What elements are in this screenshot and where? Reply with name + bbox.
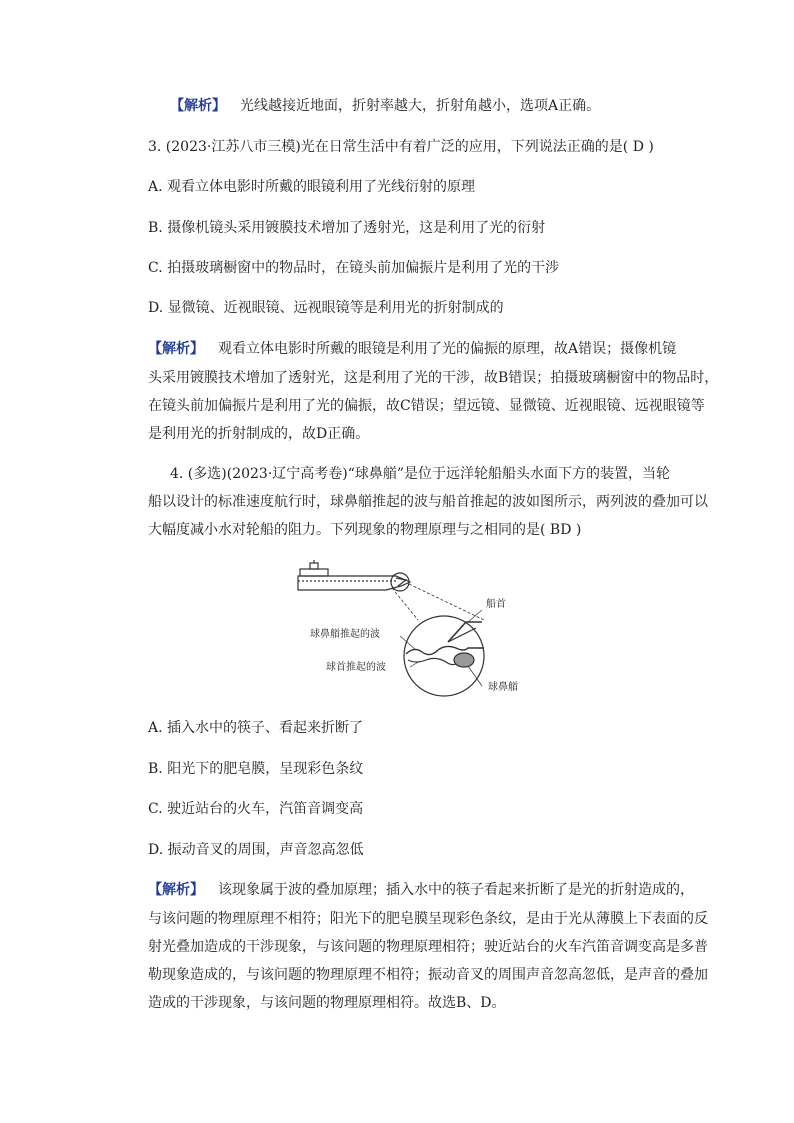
bulbous-bow-figure <box>296 560 526 700</box>
q3-analysis-line-1 <box>148 339 676 359</box>
q4-option-b: B. 阳光下的肥皂膜，呈现彩色条纹 <box>148 761 364 777</box>
analysis-tag: 【解析】 <box>148 341 204 357</box>
q4-analysis-line-3: 射光叠加造成的干涉现象，与该问题的物理原理相符；驶近站台的火车汽笛音调变高是多普 <box>148 939 708 955</box>
label-bow-wave: 球首推起的波 <box>326 662 386 673</box>
analysis-tag: 【解析】 <box>148 882 204 898</box>
q4-analysis-text-1: 该现象属于波的叠加原理；插入水中的筷子看起来折断了是光的折射造成的， <box>218 882 694 898</box>
q3-option-b: B. 摄像机镜头采用镀膜技术增加了透射光，这是利用了光的衍射 <box>148 220 546 236</box>
q4-analysis-line-1 <box>148 880 694 900</box>
q4-analysis-line-2: 与该问题的物理原理不相符；阳光下的肥皂膜呈现彩色条纹，是由于光从薄膜上下表面的反 <box>148 911 708 927</box>
q3-analysis-line-4: 是利用光的折射制成的，故D正确。 <box>148 426 370 442</box>
q3-option-c: C. 拍摄玻璃橱窗中的物品时，在镜头前加偏振片是利用了光的干涉 <box>148 260 560 276</box>
q4-analysis-line-5: 造成的干涉现象，与该问题的物理原理相符。故选B、D。 <box>148 995 506 1011</box>
q4-stem-line-1: 4. (多选)(2023·辽宁高考卷)“球鼻艏”是位于远洋轮船船头水面下方的装置，当轮 <box>170 466 671 482</box>
q3-option-a: A. 观看立体电影时所戴的眼镜利用了光线衍射的原理 <box>148 179 476 195</box>
q4-stem-line-3: 大幅度减小水对轮船的阻力。下列现象的物理原理与之相同的是( BD ) <box>148 522 582 538</box>
q3-option-d: D. 显微镜、近视眼镜、远视眼镜等是利用光的折射制成的 <box>148 300 504 316</box>
q4-analysis-line-4: 勒现象造成的，与该问题的物理原理不相符；振动音叉的周围声音忽高忽低，是声音的叠加 <box>148 967 708 983</box>
ship-drawing <box>298 560 410 591</box>
zoom-circle <box>404 616 484 696</box>
q4-option-a: A. 插入水中的筷子、看起来折断了 <box>148 720 364 736</box>
q3-analysis-line-2: 头采用镀膜技术增加了透射光，这是利用了光的干涉，故B错误；拍摄玻璃橱窗中的物品时， <box>148 370 719 386</box>
q3-analysis-text-1: 观看立体电影时所戴的眼镜是利用了光的偏振的原理，故A错误；摄像机镜 <box>218 341 677 357</box>
q3-analysis-line-3: 在镜头前加偏振片是利用了光的偏振，故C错误；望远镜、显微镜、近视眼镜、远视眼镜等 <box>148 398 705 414</box>
q2-analysis <box>170 96 600 116</box>
q2-analysis-text: 光线越接近地面，折射率越大，折射角越小，选项A正确。 <box>240 98 601 114</box>
label-bulb-wave: 球鼻艏推起的波 <box>310 629 380 640</box>
q4-stem-line-2: 船以设计的标准速度航行时，球鼻艏推起的波与船首推起的波如图所示，两列波的叠加可以 <box>148 494 708 510</box>
analysis-tag: 【解析】 <box>170 98 226 114</box>
label-bulb: 球鼻艏 <box>488 682 518 693</box>
label-bow: 船首 <box>486 599 506 610</box>
q4-option-d: D. 振动音叉的周围，声音忽高忽低 <box>148 842 364 858</box>
q3-stem: 3. (2023·江苏八市三模)光在日常生活中有着广泛的应用，下列说法正确的是( D ) <box>148 139 654 155</box>
q4-option-c: C. 驶近站台的火车，汽笛音调变高 <box>148 801 364 817</box>
